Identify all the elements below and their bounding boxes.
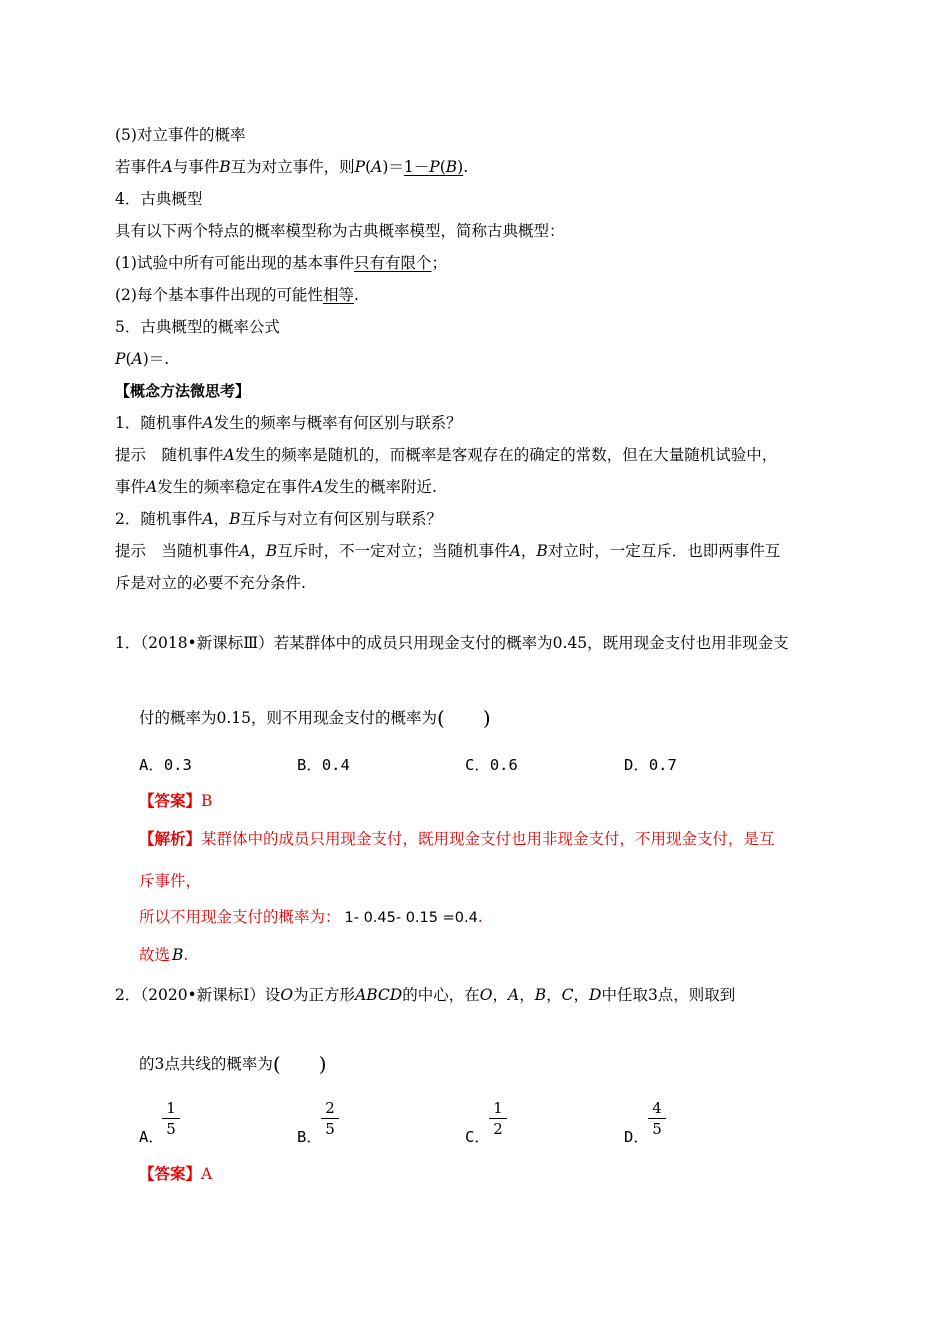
text: ， xyxy=(573,986,589,1004)
numerator: 1 xyxy=(493,1099,503,1117)
answer-value: A xyxy=(201,1165,213,1183)
answer xyxy=(139,1163,212,1185)
text: 对立时，一定互斥．也即两事件互 xyxy=(547,542,781,560)
text-line xyxy=(115,284,359,306)
text: 的中心，在 xyxy=(402,986,480,1004)
math-var: A xyxy=(161,158,173,176)
text: 付的概率为0.15，则不用现金支付的概率为 xyxy=(139,709,438,727)
text: 发生的频率是随机的，而概率是客观存在的确定的常数，但在大量随机试验中， xyxy=(234,446,778,464)
text: ， xyxy=(546,986,562,1004)
answer-paren: ( xyxy=(272,1052,281,1076)
answer-paren: ) xyxy=(318,1052,327,1076)
text: (2)每个基本事件出现的可能性 xyxy=(115,286,323,304)
math-var: B xyxy=(534,986,547,1004)
denominator: 5 xyxy=(166,1120,176,1138)
numerator: 1 xyxy=(166,1099,176,1117)
text: B． xyxy=(297,1128,322,1146)
option-d xyxy=(624,754,677,776)
underlined-answer xyxy=(404,158,463,176)
text: A．0.3 xyxy=(139,756,192,774)
math-var: A xyxy=(507,986,520,1004)
text: D．0.7 xyxy=(624,756,677,774)
math-var: A xyxy=(223,446,235,464)
problem-2-stem xyxy=(115,984,735,1006)
text: 【概念方法微思考】 xyxy=(115,382,251,400)
text: C． xyxy=(465,1128,490,1146)
analysis xyxy=(139,828,775,850)
section-heading xyxy=(115,380,250,402)
text: B．0.4 xyxy=(297,756,350,774)
text: 4．古典概型 xyxy=(115,190,203,208)
math-var: B xyxy=(219,158,231,176)
text: 2．随机事件 xyxy=(115,510,203,528)
problem-2-stem-cont xyxy=(139,1053,327,1075)
text: (5)对立事件的概率 xyxy=(115,126,246,144)
option-c xyxy=(465,1126,490,1148)
fraction xyxy=(162,1100,180,1137)
text-line xyxy=(115,444,777,466)
text-line xyxy=(115,252,447,274)
math-var: C xyxy=(561,986,574,1004)
math-var: D xyxy=(589,986,602,1004)
text: 互斥时，不一定对立；当随机事件 xyxy=(277,542,510,560)
text: ) xyxy=(457,158,464,176)
answer-label: 【答案】 xyxy=(139,1164,202,1183)
text: )＝ xyxy=(382,158,404,176)
fraction xyxy=(489,1100,507,1137)
text: . xyxy=(353,286,359,304)
math-var: B xyxy=(536,542,548,560)
option-b xyxy=(297,754,350,776)
text: ， xyxy=(213,510,230,528)
problem-1-stem-cont xyxy=(139,707,491,729)
math-var: ABCD xyxy=(355,986,403,1004)
fraction-bar xyxy=(321,1118,339,1119)
option-c xyxy=(465,754,518,776)
text: 事件 xyxy=(115,478,147,496)
text-line xyxy=(115,412,462,434)
text: 5．古典概型的概率公式 xyxy=(115,318,280,336)
numerator: 4 xyxy=(652,1099,662,1117)
fraction-bar xyxy=(489,1118,507,1119)
problem-1-stem xyxy=(115,632,789,654)
denominator: 5 xyxy=(652,1120,662,1138)
text: 发生的频率稳定在事件 xyxy=(157,478,313,496)
text: 所以不用现金支付的概率为： xyxy=(139,908,341,926)
text: 与事件 xyxy=(172,158,220,176)
option-a xyxy=(139,754,192,776)
text: 1－ xyxy=(403,158,430,176)
answer-paren: ) xyxy=(482,706,491,730)
text: 故选 xyxy=(139,946,171,964)
math-var: O xyxy=(479,986,493,1004)
text: ； xyxy=(431,254,447,272)
math-var: A xyxy=(312,478,324,496)
math-var: A xyxy=(131,350,143,368)
fraction-bar xyxy=(648,1118,666,1119)
text-line xyxy=(115,188,202,210)
text: )＝. xyxy=(142,350,170,368)
text-line xyxy=(115,124,245,146)
math-var: A xyxy=(146,478,158,496)
fraction xyxy=(321,1100,339,1137)
formula: 1- 0.45- 0.15 =0.4 xyxy=(344,910,478,926)
math-var: B xyxy=(445,158,458,176)
text-line xyxy=(115,508,442,530)
text: . xyxy=(463,158,469,176)
text: (1)试验中所有可能出现的基本事件 xyxy=(115,254,354,272)
text: 斥事件， xyxy=(139,872,202,890)
text: ( xyxy=(439,158,446,176)
option-d xyxy=(624,1126,649,1148)
math-var: P xyxy=(354,158,366,176)
text: ， xyxy=(492,986,508,1004)
text: ， xyxy=(520,542,537,560)
text: ( xyxy=(125,350,132,368)
analysis-label: 【解析】 xyxy=(139,829,202,848)
denominator: 5 xyxy=(325,1120,335,1138)
text: ( xyxy=(365,158,372,176)
numerator: 2 xyxy=(325,1099,335,1117)
math-var: O xyxy=(280,986,294,1004)
text: 为正方形 xyxy=(293,986,356,1004)
math-var: P xyxy=(429,158,440,176)
text: D． xyxy=(624,1128,649,1146)
math-var: P xyxy=(115,350,126,368)
text-line xyxy=(115,572,306,594)
text: 斥是对立的必要不充分条件. xyxy=(115,574,306,592)
answer-label: 【答案】 xyxy=(139,791,202,810)
underlined-answer: 相等 xyxy=(322,286,354,304)
text: 提示 当随机事件 xyxy=(115,542,240,560)
text: 1．（2018•新课标Ⅲ）若某群体中的成员只用现金支付的概率为0.45，既用现金支付也用非现金支 xyxy=(115,634,789,652)
text: 具有以下两个特点的概率模型称为古典概率模型，简称古典概型： xyxy=(115,222,565,240)
text: 的3点共线的概率为 xyxy=(139,1055,273,1073)
math-var: B xyxy=(172,946,184,964)
analysis-cont xyxy=(139,870,201,892)
text-line xyxy=(115,540,780,562)
text: 互为对立事件，则 xyxy=(230,158,355,176)
answer-paren: ( xyxy=(437,706,445,730)
text: ， xyxy=(519,986,535,1004)
text: 发生的频率与概率有何区别与联系？ xyxy=(213,414,462,432)
text: 中任取3点，则取到 xyxy=(601,986,736,1004)
math-var: A xyxy=(202,510,214,528)
math-var: A xyxy=(371,158,383,176)
text: A． xyxy=(139,1128,164,1146)
text: 发生的概率附近. xyxy=(323,478,437,496)
denominator: 2 xyxy=(493,1120,503,1138)
text: 1．随机事件 xyxy=(115,414,203,432)
math-var: A xyxy=(239,542,251,560)
text: 若事件 xyxy=(115,158,162,176)
text: C．0.6 xyxy=(465,756,518,774)
answer xyxy=(139,790,212,812)
choose-line xyxy=(139,944,188,966)
text: 某群体中的成员只用现金支付，既用现金支付也用非现金支付，不用现金支付，是互 xyxy=(201,830,775,848)
text-line xyxy=(115,476,437,498)
math-var: A xyxy=(509,542,521,560)
option-b xyxy=(297,1126,322,1148)
fraction-bar xyxy=(162,1118,180,1119)
text: 提示 随机事件 xyxy=(115,446,224,464)
text: 互斥与对立有何区别与联系？ xyxy=(240,510,442,528)
option-a xyxy=(139,1126,164,1148)
answer-value: B xyxy=(201,792,213,810)
analysis-formula-line xyxy=(139,906,483,929)
text: 2．（2020•新课标Ⅰ）设 xyxy=(115,986,281,1004)
text-line xyxy=(115,220,565,242)
text: . xyxy=(183,946,189,964)
underlined-answer: 只有有限个 xyxy=(353,254,432,272)
text: ， xyxy=(250,542,266,560)
math-var: A xyxy=(202,414,214,432)
math-var: B xyxy=(265,542,278,560)
text: . xyxy=(477,908,483,926)
math-var: B xyxy=(229,510,241,528)
text-line xyxy=(115,156,468,178)
text-line xyxy=(115,316,280,338)
text-line xyxy=(115,348,169,370)
fraction xyxy=(648,1100,666,1137)
